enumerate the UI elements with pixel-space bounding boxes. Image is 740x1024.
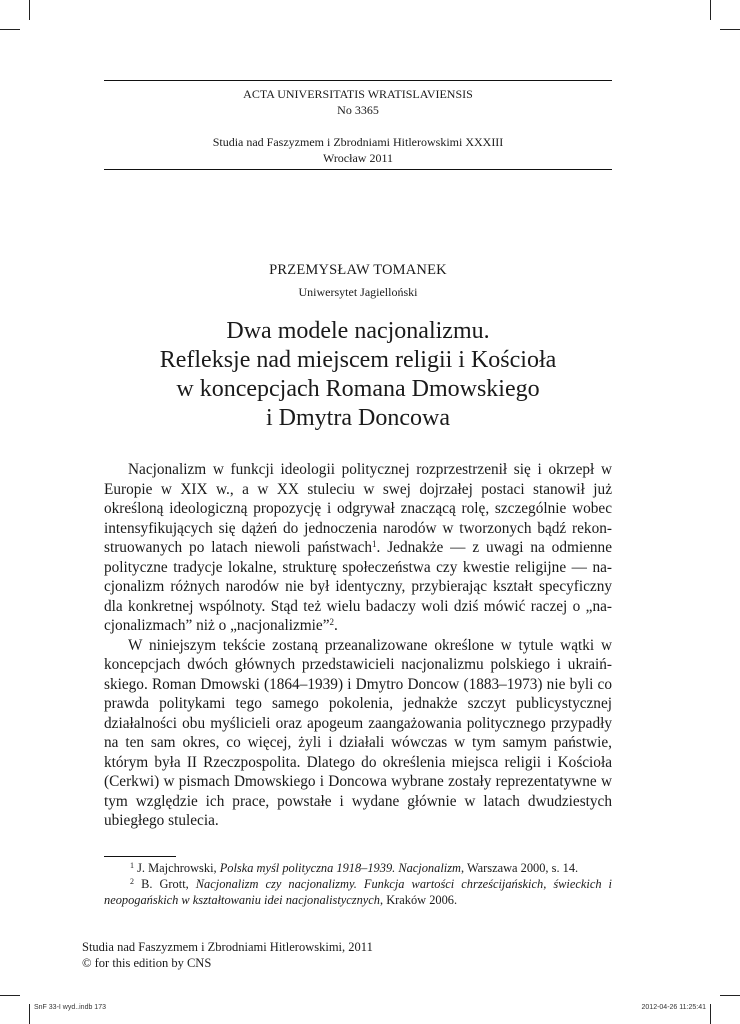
footer-copyright: © for this edition by CNS <box>82 955 212 970</box>
title-line: Refleksje nad miejscem religii i Kościoła <box>159 347 557 373</box>
place-year: Wrocław 2011 <box>322 151 394 165</box>
footnote-number: 2 <box>130 877 134 886</box>
footnote-ref[interactable]: 1 <box>372 539 377 549</box>
crop-mark <box>0 29 20 30</box>
title-line: w koncepcjach Romana Dmowskiego <box>176 376 540 402</box>
slug-timestamp: 2012-04-26 11:25:41 <box>641 1004 706 1011</box>
header-rule-bottom <box>104 169 612 170</box>
slug-filename: SnF 33-I wyd..indb 173 <box>34 1004 106 1011</box>
article-title <box>104 317 612 433</box>
crop-mark <box>710 0 711 20</box>
crop-mark <box>29 0 30 20</box>
paragraph-text: . Jednakże — z uwagi na odmienne polityczne tradycje lokalne, strukturę społeczeństwa czy kwestie religijne — nacjonalizm różnych narodów nie był identyczny, przybierając kształt specyficzny dla konkretnej wspólnoty. Stąd też wielu badaczy woli dziś mówić raczej o „nacjonalizmach” niż o „nacjonalizmie” <box>104 539 612 634</box>
article-body <box>104 460 612 831</box>
footnote-text: B. Grott, <box>141 877 196 891</box>
journal-header <box>104 86 612 166</box>
crop-mark <box>29 1004 30 1024</box>
footnote-text: , Kraków 2006. <box>380 893 458 907</box>
series-title: Studia nad Faszyzmem i Zbrodniami Hitlerowskimi XXXIII <box>212 135 504 149</box>
footnote <box>104 876 612 908</box>
paragraph-text: . <box>334 617 338 634</box>
footnote-number: 1 <box>130 861 134 870</box>
journal-number: No 3365 <box>337 103 379 117</box>
journal-name: ACTA UNIVERSITATIS WRATISLAVIENSIS <box>243 87 473 101</box>
footnote-text: J. Majchrowski, <box>137 861 220 875</box>
paragraph-text: Nacjonalizm w funkcji ideologii politycznej rozprzestrzenił się i okrzepł w Europie w XIX w., a w XX stuleciu w swej dojrzałej postaci stanowił już określoną ideologiczną propozycję i odgrywał znaczącą rolę, szczególnie wobec intensyfikujących się dążeń do jednoczenia narodów w tworzonych bądź rekonstruowanych po latach niewoli państwach <box>104 461 612 556</box>
paragraph <box>104 460 612 636</box>
crop-mark <box>720 995 740 996</box>
title-line: i Dmytra Doncowa <box>266 405 450 431</box>
crop-mark <box>0 995 20 996</box>
crop-mark <box>720 29 740 30</box>
footer-series: Studia nad Faszyzmem i Zbrodniami Hitlerowskimi, 2011 <box>82 940 373 954</box>
footnote-work-title: Nacjonalizm czy nacjonalizmy. Funkcja wartości chrześcijańskich, świeckich i neopogańskich w kształtowaniu idei nacjonalistycznych <box>104 877 613 907</box>
copyright-footer <box>82 940 373 971</box>
paragraph: W niniejszym tekście zostaną przeanalizowane określone w tytule wątki w koncepcjach dwóch głównych przedstawicieli nacjonalizmu polskiego i ukraińskiego. Roman Dmowski (1864–1939) i Dmytro Doncow (1883–1973) nie byli co prawda politykami tego samego pokolenia, jednakże szczyt publicystycznej działalności obu myślicieli oraz apogeum zaangażowania politycznego przypadły na ten sam okres, co więcej, żyli i działali wówczas w tym samym państwie, którym była II Rzeczpospolita. Dlatego do określenia miejsca religii i Kościoła (Cerkwi) w pismach Dmowskiego i Doncowa wybrane zostały reprezentatywne w tym względzie ich prace, powstałe i wydane głównie w latach dwudziestych ubiegłego stulecia. <box>104 636 612 829</box>
author-name: PRZEMYSŁAW TOMANEK <box>269 262 447 278</box>
header-rule-top <box>104 80 612 81</box>
crop-mark <box>710 1004 711 1024</box>
footnote <box>104 860 612 876</box>
title-line: Dwa modele nacjonalizmu. <box>226 318 490 344</box>
footnote-rule <box>104 856 176 857</box>
footnote-work-title: Polska myśl polityczna 1918–1939. Nacjonalizm <box>219 861 461 875</box>
footnote-text: , Warszawa 2000, s. 14. <box>460 861 579 875</box>
footnotes <box>104 860 612 908</box>
footnote-ref[interactable]: 2 <box>329 617 335 627</box>
author-affiliation: Uniwersytet Jagielloński <box>298 285 418 299</box>
